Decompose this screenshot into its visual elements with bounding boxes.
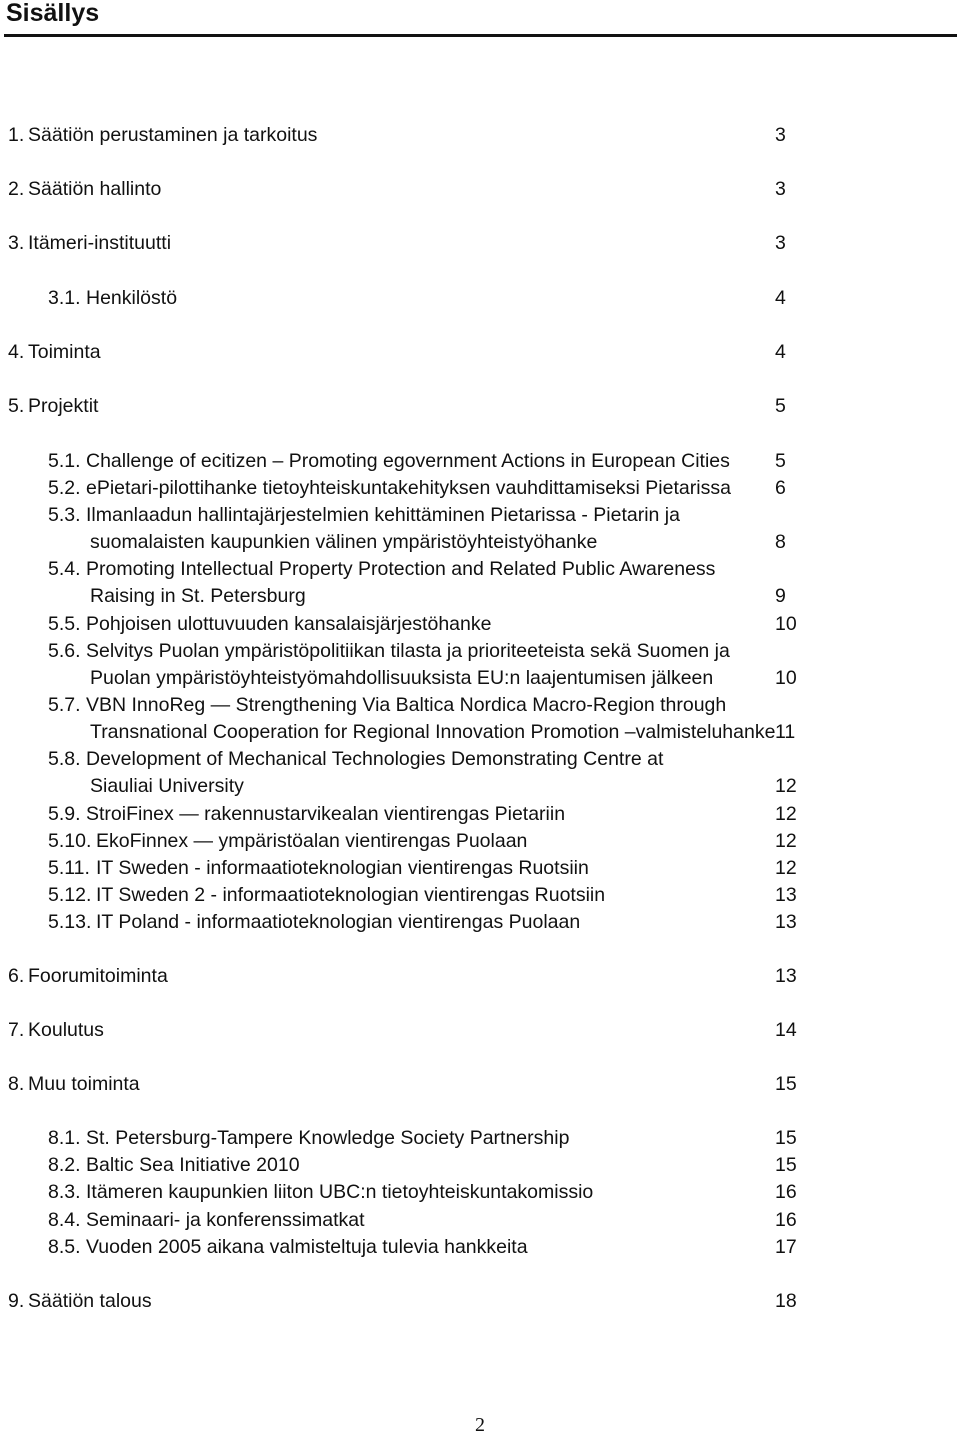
toc-entry-title: Promoting Intellectual Property Protection and Related Public Awareness xyxy=(86,558,716,580)
toc-entry-number: 5.2. xyxy=(48,477,81,499)
toc-entry-number: 5.10. xyxy=(48,830,92,852)
toc-entry-number: 5.8. xyxy=(48,748,81,770)
toc-page-number: 13 xyxy=(775,884,797,906)
toc-entry-number: 4. xyxy=(8,341,25,363)
toc-entry-title: IT Poland - informaatioteknologian vientirengas Puolaan xyxy=(96,911,581,933)
toc-entry-title: Itämeri-instituutti xyxy=(28,232,172,254)
toc-page-number: 16 xyxy=(775,1181,797,1203)
toc-entry-title: IT Sweden 2 - informaatioteknologian vientirengas Ruotsiin xyxy=(96,884,606,906)
toc-entry-title: Ilmanlaadun hallintajärjestelmien kehittäminen Pietarissa - Pietarin ja xyxy=(86,504,680,526)
toc-entry-number: 8.5. xyxy=(48,1236,81,1258)
toc-page-number: 10 xyxy=(775,613,797,635)
toc-page-number: 14 xyxy=(775,1019,797,1041)
toc-page-number: 9 xyxy=(775,585,786,607)
toc-entry-title: Vuoden 2005 aikana valmisteltuja tulevia hankkeita xyxy=(86,1236,528,1258)
toc-entry-number: 5.11. xyxy=(48,857,90,879)
toc-entry-number: 3. xyxy=(8,232,25,254)
toc-entry-number: 7. xyxy=(8,1019,25,1041)
toc-page-number: 12 xyxy=(775,803,797,825)
toc-entry-title: Foorumitoiminta xyxy=(28,965,168,987)
toc-entry-title: EkoFinnex — ympäristöalan vientirengas Puolaan xyxy=(96,830,528,852)
toc-entry-title: Itämeren kaupunkien liiton UBC:n tietoyhteiskuntakomissio xyxy=(86,1181,594,1203)
toc-entry-title: Säätiön perustaminen ja tarkoitus xyxy=(28,124,318,146)
page-number-footer: 2 xyxy=(475,1414,485,1436)
toc-entry-number: 5.6. xyxy=(48,640,81,662)
toc-page-number: 17 xyxy=(775,1236,797,1258)
toc-page-number: 12 xyxy=(775,857,797,879)
toc-page-number: 10 xyxy=(775,667,797,689)
toc-entry-title: Toiminta xyxy=(28,341,101,363)
toc-entry-title: Muu toiminta xyxy=(28,1073,140,1095)
toc-entry-number: 5.9. xyxy=(48,803,81,825)
toc-entry-number: 8.3. xyxy=(48,1181,81,1203)
toc-page-number: 15 xyxy=(775,1127,797,1149)
toc-entry-title: ePietari-pilottihanke tietoyhteiskuntakehityksen vauhdittamiseksi Pietarissa xyxy=(86,477,731,499)
toc-page-number: 16 xyxy=(775,1209,797,1231)
toc-entry-number: 8. xyxy=(8,1073,25,1095)
toc-entry-number: 5. xyxy=(8,395,25,417)
toc-entry-title: Koulutus xyxy=(28,1019,104,1041)
page-title: Sisällys xyxy=(6,0,100,27)
toc-entry-title-continued: Raising in St. Petersburg xyxy=(90,585,306,607)
toc-entry-title: Development of Mechanical Technologies Demonstrating Centre at xyxy=(86,748,664,770)
toc-page-number: 12 xyxy=(775,775,797,797)
toc-entry-number: 5.7. xyxy=(48,694,81,716)
toc-entry-title: Seminaari- ja konferenssimatkat xyxy=(86,1209,365,1231)
toc-page-number: 3 xyxy=(775,232,786,254)
toc-entry-number: 3.1. xyxy=(48,287,81,309)
toc-entry-title: Säätiön hallinto xyxy=(28,178,162,200)
toc-entry-number: 5.13. xyxy=(48,911,92,933)
toc-entry-title: Henkilöstö xyxy=(86,287,178,309)
toc-page-number: 5 xyxy=(775,395,786,417)
toc-entry-title: StroiFinex — rakennustarvikealan vientirengas Pietariin xyxy=(86,803,566,825)
toc-entry-number: 9. xyxy=(8,1290,25,1312)
toc-page-number: 6 xyxy=(775,477,786,499)
toc-entry-number: 8.2. xyxy=(48,1154,81,1176)
toc-entry-title-continued: suomalaisten kaupunkien välinen ympäristöyhteistyöhanke xyxy=(90,531,598,553)
toc-entry-number: 1. xyxy=(8,124,25,146)
toc-entry-title: Säätiön talous xyxy=(28,1290,152,1312)
toc-page-number: 13 xyxy=(775,911,797,933)
toc-entry-title-continued: Siauliai University xyxy=(90,775,244,797)
toc-entry-title: IT Sweden - informaatioteknologian vientirengas Ruotsiin xyxy=(96,857,589,879)
toc-page-number: 3 xyxy=(775,124,786,146)
toc-entry-title: VBN InnoReg — Strengthening Via Baltica Nordica Macro-Region through xyxy=(86,694,727,716)
toc-entry-number: 8.4. xyxy=(48,1209,81,1231)
toc-page-number: 13 xyxy=(775,965,797,987)
toc-page-number: 11 xyxy=(775,721,796,743)
toc-entry-number: 5.3. xyxy=(48,504,81,526)
toc-entry-title-continued: Transnational Cooperation for Regional Innovation Promotion –valmisteluhanke xyxy=(90,721,776,743)
toc-entry-number: 6. xyxy=(8,965,25,987)
toc-entry-number: 2. xyxy=(8,178,25,200)
toc-entry-number: 5.4. xyxy=(48,558,81,580)
toc-entry-number: 5.12. xyxy=(48,884,92,906)
toc-entry-title-continued: Puolan ympäristöyhteistyömahdollisuuksista EU:n laajentumisen jälkeen xyxy=(90,667,714,689)
toc-page-number: 3 xyxy=(775,178,786,200)
toc-entry-number: 5.1. xyxy=(48,450,81,472)
toc-entry-title: Baltic Sea Initiative 2010 xyxy=(86,1154,300,1176)
toc-page-number: 12 xyxy=(775,830,797,852)
toc-page-number: 18 xyxy=(775,1290,797,1312)
toc-page-number: 4 xyxy=(775,287,786,309)
toc-page-number: 5 xyxy=(775,450,786,472)
toc-page-number: 15 xyxy=(775,1154,797,1176)
toc-entry-title: Pohjoisen ulottuvuuden kansalaisjärjestöhanke xyxy=(86,613,492,635)
toc-page-number: 8 xyxy=(775,531,786,553)
toc-entry-number: 8.1. xyxy=(48,1127,81,1149)
toc-entry-title: Projektit xyxy=(28,395,99,417)
toc-page-number: 15 xyxy=(775,1073,797,1095)
toc-entry-number: 5.5. xyxy=(48,613,81,635)
toc-entry-title: St. Petersburg-Tampere Knowledge Society Partnership xyxy=(86,1127,570,1149)
toc-entry-title: Selvitys Puolan ympäristöpolitiikan tilasta ja prioriteeteista sekä Suomen ja xyxy=(86,640,730,662)
toc-entry-title: Challenge of ecitizen – Promoting egovernment Actions in European Cities xyxy=(86,450,730,472)
toc-page-number: 4 xyxy=(775,341,786,363)
